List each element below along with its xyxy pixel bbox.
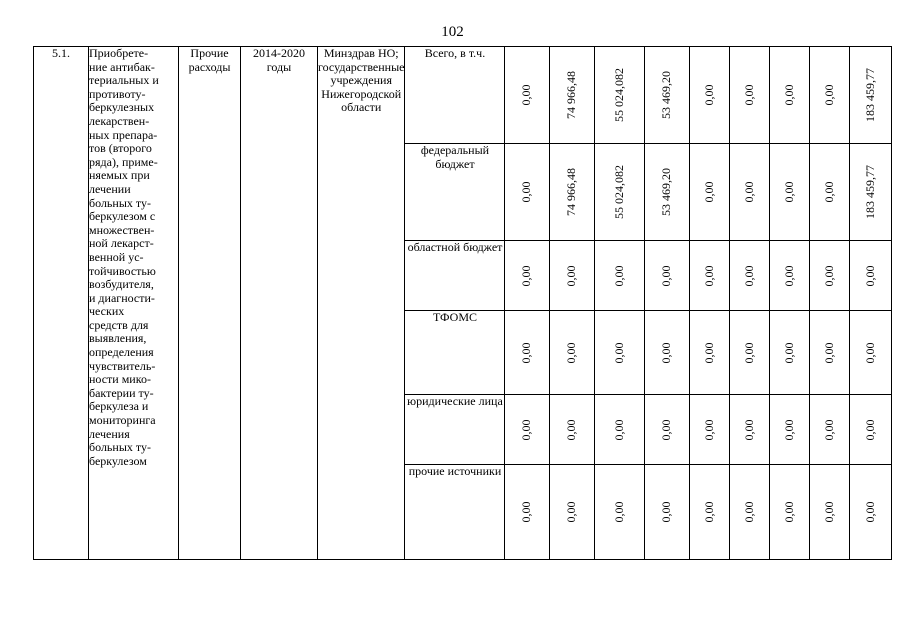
value-cell [550,47,595,144]
value-text: 0,00 [702,84,717,106]
measure-name-line: больных ту- [89,195,151,210]
value-text: 183 459,77 [863,68,878,122]
value-text: 0,00 [863,501,878,523]
measure-name-line: средств для [89,317,149,332]
value-text: 0,00 [863,265,878,286]
value-text: 0,00 [742,181,757,203]
source-label-cell: федеральный бюджет [405,144,505,241]
measure-name-cell [89,47,179,560]
value-cell [595,241,645,311]
value-text: 0,00 [612,342,627,363]
page-number: 102 [441,24,464,40]
value-cell [690,47,730,144]
value-cell [505,47,550,144]
value-cell [770,241,810,311]
value-text: 0,00 [702,342,717,363]
value-cell [505,311,550,395]
value-cell [550,241,595,311]
measure-name-line: противоту- [89,86,146,101]
value-cell [850,144,892,241]
value-cell [770,311,810,395]
value-cell [730,311,770,395]
value-text: 0,00 [742,501,757,523]
value-cell [730,465,770,560]
measure-name-line: ние антибак- [89,59,155,74]
value-cell [730,395,770,465]
value-cell [810,47,850,144]
source-label-cell: юридические лица [405,395,505,465]
measure-name-line: мониторинга [89,413,156,428]
period-cell: 2014-2020 годы [241,47,318,560]
measure-name-line: и диагности- [89,290,155,305]
value-text: 0,00 [742,265,757,286]
value-cell [645,241,690,311]
value-cell [770,465,810,560]
measure-name-line: тов (второго [89,141,152,156]
measure-name-line: лечения [89,426,130,441]
value-text: 0,00 [702,265,717,286]
measure-name-line: чувствитель- [89,358,156,373]
executor-cell: Минздрав НО; государственные учреждения Нижегородской области [318,47,405,560]
measure-name-line: множествен- [89,222,155,237]
value-text: 55 024,082 [612,68,627,122]
measure-name-line: беркулезом [89,453,147,468]
value-cell [690,144,730,241]
value-cell [810,144,850,241]
value-text: 0,00 [822,84,837,106]
value-text: 0,00 [782,84,797,106]
value-text: 0,00 [564,419,579,440]
value-cell [505,395,550,465]
value-text: 0,00 [612,501,627,523]
value-text: 0,00 [742,419,757,440]
value-cell [505,465,550,560]
source-label-cell: ТФОМС [405,311,505,395]
value-text: 0,00 [742,84,757,106]
value-text: 0,00 [612,419,627,440]
value-text: 53 469,20 [659,71,674,119]
value-text: 0,00 [519,342,534,363]
value-cell [770,144,810,241]
measure-name-line: няемых при [89,168,150,183]
value-cell [550,395,595,465]
source-label-cell: прочие источники [405,465,505,560]
value-cell [690,241,730,311]
value-cell [645,311,690,395]
value-cell [810,241,850,311]
value-text: 0,00 [519,84,534,106]
value-cell [730,144,770,241]
value-text: 0,00 [742,342,757,363]
measure-name-line: ной лекарст- [89,236,154,251]
measure-name-line: определения [89,345,154,360]
value-text: 0,00 [702,181,717,203]
value-text: 0,00 [659,419,674,440]
program-table [33,46,892,560]
value-text: 74 966,48 [564,71,579,119]
value-text: 0,00 [659,501,674,523]
measure-name-line: териальных и [89,73,159,88]
measure-name-line: лекарствен- [89,113,150,128]
row-number-cell: 5.1. [34,47,89,560]
value-text: 183 459,77 [863,165,878,219]
value-cell [810,465,850,560]
value-cell [645,47,690,144]
value-text: 0,00 [659,342,674,363]
measure-name-line: лечении [89,181,131,196]
value-cell [850,395,892,465]
measure-name-line: выявления, [89,331,147,346]
measure-name-line: беркулезных [89,100,155,115]
value-text: 0,00 [564,501,579,523]
measure-name-line: больных ту- [89,440,151,455]
value-cell [595,465,645,560]
measure-name-line: Приобрете- [89,46,149,60]
value-cell [550,311,595,395]
value-text: 0,00 [822,181,837,203]
value-cell [595,144,645,241]
value-text: 0,00 [564,265,579,286]
value-cell [810,395,850,465]
value-text: 0,00 [782,501,797,523]
measure-name-line: венной ус- [89,249,144,264]
value-text: 0,00 [519,501,534,523]
value-cell [850,465,892,560]
value-text: 74 966,48 [564,168,579,216]
value-text: 0,00 [702,501,717,523]
source-label-cell: областной бюджет [405,241,505,311]
value-text: 0,00 [782,181,797,203]
value-cell [770,395,810,465]
value-cell [645,395,690,465]
measure-name-line: беркулеза и [89,399,149,414]
value-cell [505,144,550,241]
measure-name-line: ческих [89,304,125,319]
value-text: 0,00 [782,265,797,286]
value-cell [690,311,730,395]
measure-name-line: ряда), приме- [89,154,158,169]
value-cell [550,465,595,560]
source-label-cell: Всего, в т.ч. [405,47,505,144]
table-row [34,47,892,144]
measure-name-line: возбудителя, [89,277,154,292]
value-cell [645,144,690,241]
value-cell [850,311,892,395]
value-text: 53 469,20 [659,168,674,216]
value-cell [690,395,730,465]
value-text: 0,00 [863,419,878,440]
value-text: 55 024,082 [612,165,627,219]
value-text: 0,00 [782,342,797,363]
value-text: 0,00 [519,265,534,286]
measure-name-line: ных препара- [89,127,158,142]
value-cell [645,465,690,560]
measure-name-line: тойчивостью [89,263,156,278]
value-text: 0,00 [863,342,878,363]
value-cell [690,465,730,560]
value-cell [595,311,645,395]
value-text: 0,00 [564,342,579,363]
value-cell [595,47,645,144]
value-text: 0,00 [519,419,534,440]
value-text: 0,00 [519,181,534,203]
value-cell [730,47,770,144]
value-text: 0,00 [702,419,717,440]
value-text: 0,00 [659,265,674,286]
value-cell [850,47,892,144]
value-cell [770,47,810,144]
measure-name-line: ности мико- [89,372,151,387]
measure-name-line: беркулезом с [89,209,156,224]
value-text: 0,00 [612,265,627,286]
measure-name-line: бактерии ту- [89,385,154,400]
value-cell [810,311,850,395]
value-text: 0,00 [822,501,837,523]
value-cell [505,241,550,311]
value-cell [550,144,595,241]
value-cell [850,241,892,311]
expense-type-cell: Прочие расходы [179,47,241,560]
value-cell [730,241,770,311]
value-text: 0,00 [782,419,797,440]
value-text: 0,00 [822,265,837,286]
value-cell [595,395,645,465]
value-text: 0,00 [822,342,837,363]
value-text: 0,00 [822,419,837,440]
